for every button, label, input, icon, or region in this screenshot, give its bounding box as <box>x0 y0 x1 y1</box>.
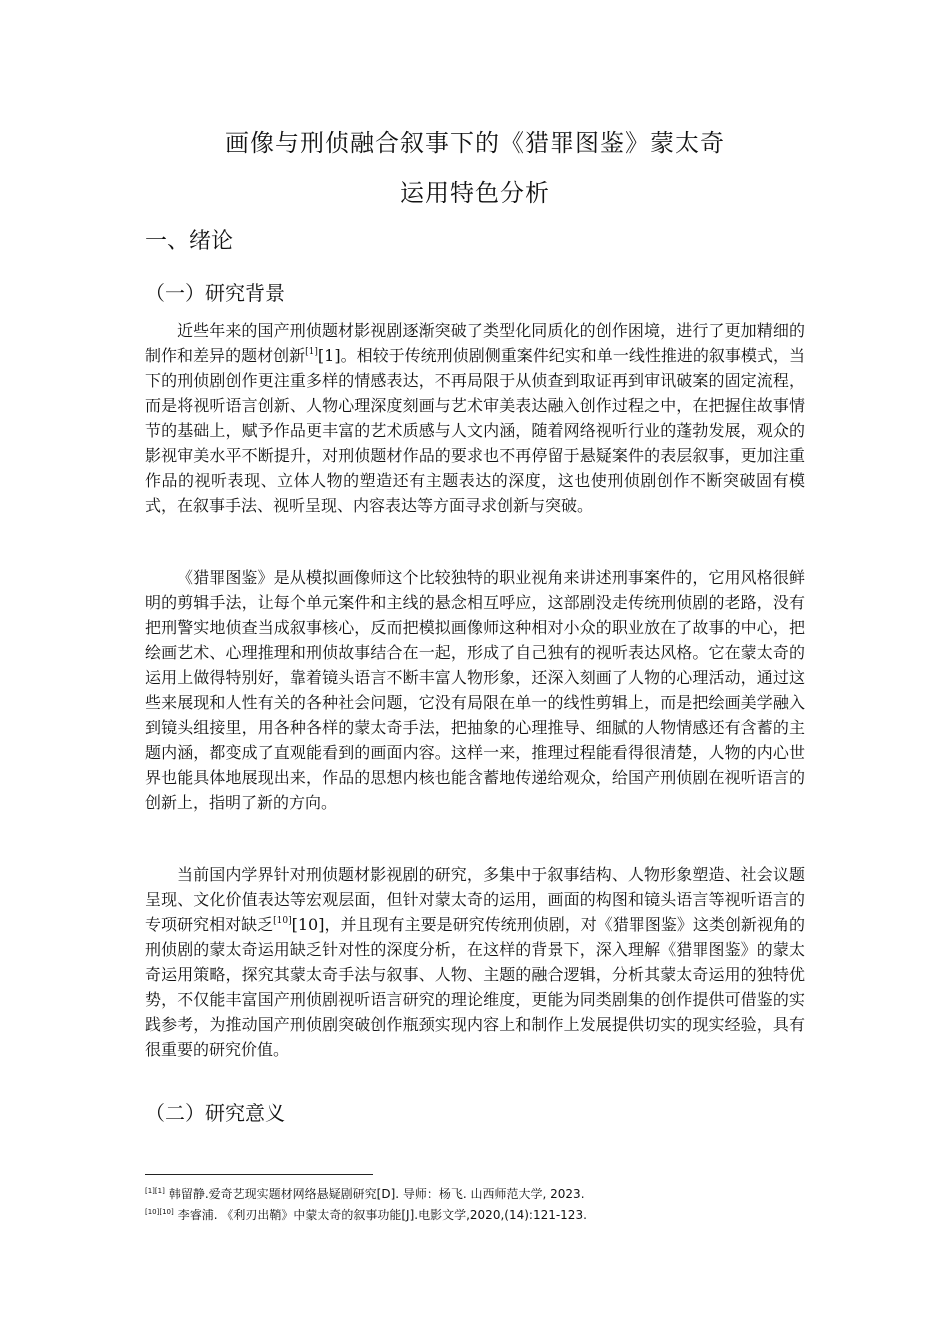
section-heading-introduction: 一、绪论 <box>145 229 234 254</box>
document-title-line-2: 运用特色分析 <box>400 179 550 207</box>
body-paragraph-2 <box>145 565 805 815</box>
body-paragraph-1 <box>145 318 805 518</box>
footnote-1-mark: [1][1] <box>145 1187 165 1195</box>
paragraph-3-text-a: 当前国内学界针对刑侦题材影视剧的研究，多集中于叙事结构、人物形象塑造、社会议题呈现、文化价值表达等宏观层面，但针对蒙太奇的运用，画面的构图和镜头语言等视听语言的专项研究相对缺乏 <box>145 865 805 934</box>
subsection-heading-research-significance: （二）研究意义 <box>145 1101 285 1125</box>
citation-inline-10[interactable]: [10] <box>291 915 325 934</box>
paragraph-1-text-a: 近些年来的国产刑侦题材影视剧逐渐突破了类型化同质化的创作困境，进行了更加精细的制作和差异的题材创新 <box>145 321 805 365</box>
body-paragraph-3 <box>145 862 805 1062</box>
citation-superscript-10[interactable]: [10] <box>273 916 292 926</box>
paragraph-1-text-b: 。相较于传统刑侦剧侧重案件纪实和单一线性推进的叙事模式，当下的刑侦剧创作更注重多样的情感表达，不再局限于从侦查到取证再到审讯破案的固定流程，而是将视听语言创新、人物心理深度刻画与艺术审美表达融入创作过程之中，在把握住故事情节的基础上，赋予作品更丰富的艺术质感与人文内涵，随着网络视听行业的蓬勃发展，观众的影视审美水平不断提升，对刑侦题材作品的要求也不再停留于悬疑案件的表层叙事，更加注重作品的视听表现、立体人物的塑造还有主题表达的深度，这也使刑侦剧创作不断突破固有模式，在叙事手法、视听呈现、内容表达等方面寻求创新与突破。 <box>145 346 805 515</box>
paragraph-3-text-b: ，并且现有主要是研究传统刑侦剧，对《猎罪图鉴》这类创新视角的刑侦剧的蒙太奇运用缺乏针对性的深度分析，在这样的背景下，深入理解《猎罪图鉴》的蒙太奇运用策略，探究其蒙太奇手法与叙事、人物、主题的融合逻辑，分析其蒙太奇运用的独特优势，不仅能丰富国产刑侦剧视听语言研究的理论维度，更能为同类剧集的创作提供可借鉴的实践参考，为推动国产刑侦剧突破创作瓶颈实现内容上和制作上发展提供切实的现实经验，具有很重要的研究价值。 <box>145 915 805 1059</box>
footnote-2 <box>145 1206 805 1224</box>
footnote-divider <box>145 1174 373 1175</box>
paragraph-2-text: 《猎罪图鉴》是从模拟画像师这个比较独特的职业视角来讲述刑事案件的，它用风格很鲜明的剪辑手法，让每个单元案件和主线的悬念相互呼应，这部剧没走传统刑侦剧的老路，没有把刑警实地侦查当成叙事核心，反而把模拟画像师这种相对小众的职业放在了故事的中心，把绘画艺术、心理推理和刑侦故事结合在一起，形成了自己独有的视听表达风格。它在蒙太奇的运用上做得特别好，靠着镜头语言不断丰富人物形象，还深入刻画了人物的心理活动，通过这些来展现和人性有关的各种社会问题，它没有局限在单一的线性剪辑上，而是把绘画美学融入到镜头组接里，用各种各样的蒙太奇手法，把抽象的心理推导、细腻的人物情感还有含蓄的主题内涵，都变成了直观能看到的画面内容。这样一来，推理过程能看得很清楚，人物的内心世界也能具体地展现出来，作品的思想内核也能含蓄地传递给观众，给国产刑侦剧在视听语言的创新上，指明了新的方向。 <box>145 568 805 812</box>
document-title-line-1: 画像与刑侦融合叙事下的《猎罪图鉴》蒙太奇 <box>225 129 725 157</box>
subsection-heading-research-background: （一）研究背景 <box>145 281 285 305</box>
footnote-1 <box>145 1185 805 1203</box>
citation-superscript-1[interactable]: [1] <box>305 347 318 357</box>
footnote-2-text: 李睿浦. 《利刃出鞘》中蒙太奇的叙事功能[J].电影文学,2020,(14):121-123. <box>177 1208 587 1222</box>
footnote-1-text: 韩留静.爱奇艺现实题材网络悬疑剧研究[D]. 导师：杨飞. 山西师范大学, 2023. <box>168 1187 585 1201</box>
footnote-2-mark: [10][10] <box>145 1208 174 1216</box>
citation-inline-1[interactable]: [1] <box>317 346 341 365</box>
